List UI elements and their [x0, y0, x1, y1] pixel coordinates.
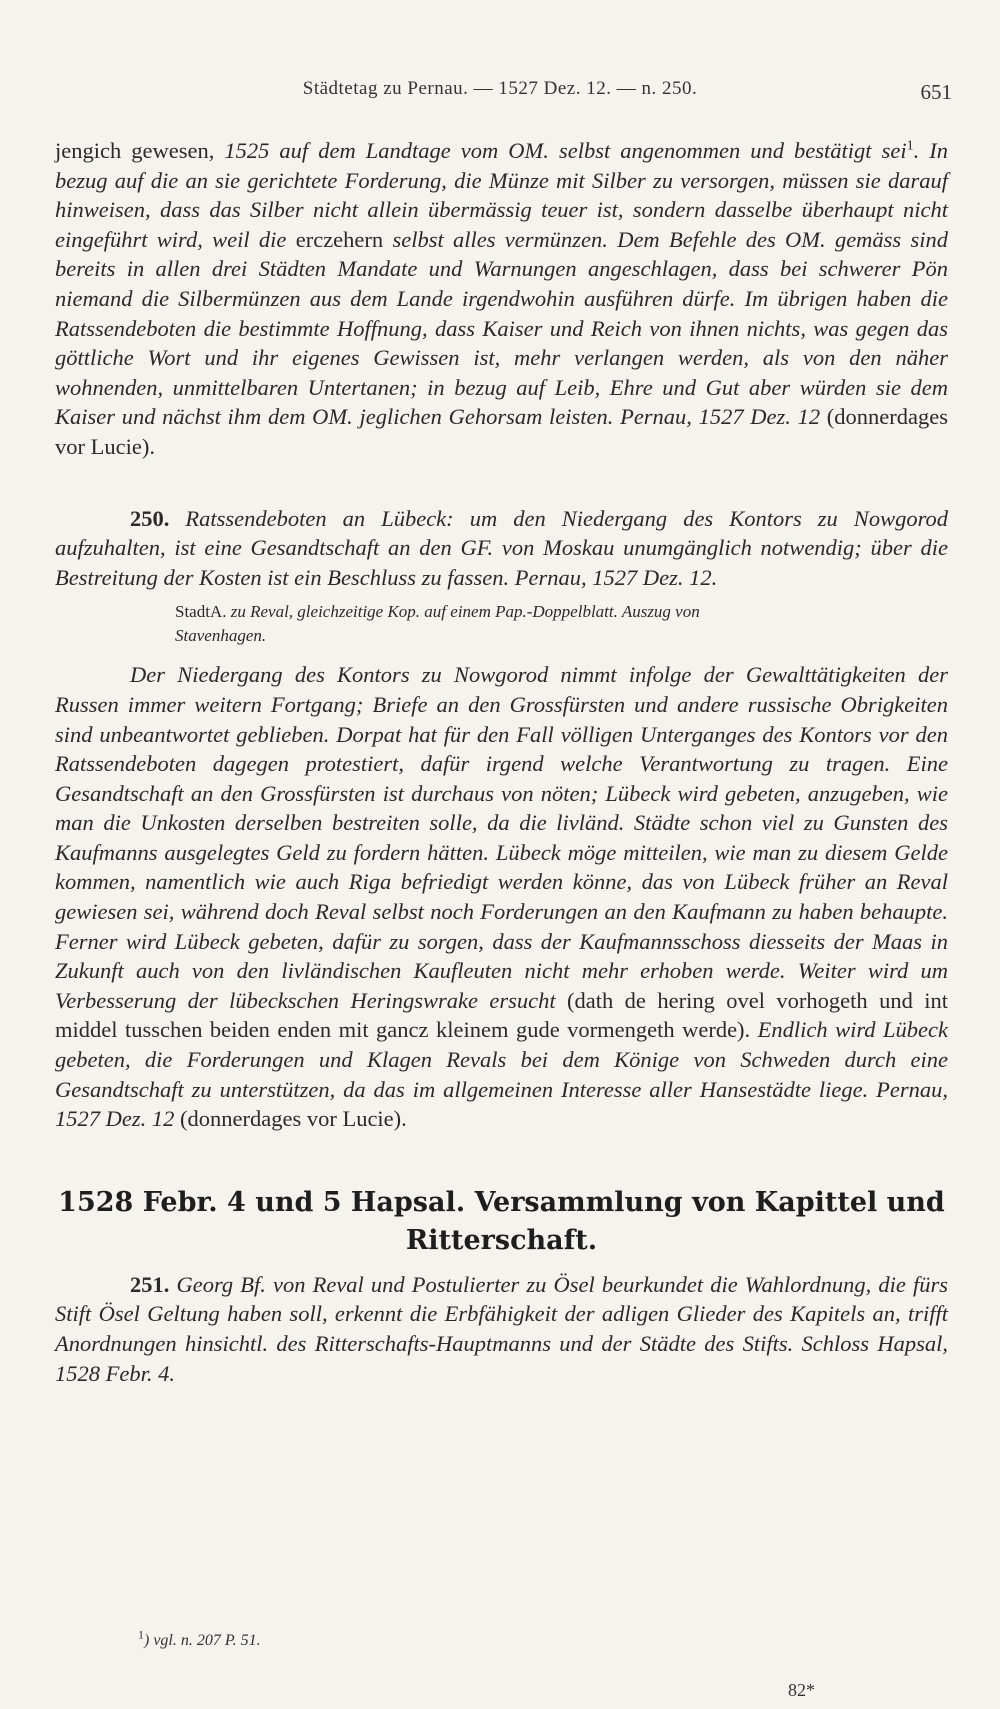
document-251-summary: [55, 1270, 948, 1388]
footnote: [138, 1627, 261, 1650]
document-250-summary: [55, 504, 948, 593]
footnote-text: ) vgl. n. 207 P. 51.: [144, 1632, 261, 1649]
body-quote: (dath de hering ovel vorhogeth und int middel tusschen beiden enden mit gancz kleinem gude vormengeth werde).: [55, 987, 948, 1043]
document-250-body: [55, 660, 948, 1134]
document-number-250: 250.: [130, 505, 170, 531]
page-content: [55, 136, 948, 1388]
running-head: Städtetag zu Pernau. — 1527 Dez. 12. — n. 250.: [302, 78, 698, 99]
footnote-marker: 1: [138, 1627, 144, 1642]
source-archive: StadtA.: [175, 602, 227, 622]
document-250-source: [55, 600, 948, 648]
document-number-251: 251.: [130, 1271, 170, 1297]
document-251-regest: Georg Bf. von Reval und Postulierter zu Ösel beurkundet die Wahlordnung, die fürs Stift Ösel Geltung haben soll, erkennt die Erbfähigkeit der adligen Glieder des Kapitels an, trifft Anordnungen hinsichtl. des Ritterschafts-Hauptmanns und der Städte des Stifts. Schloss Hapsal, 1528 Febr. 4.: [55, 1271, 948, 1386]
source-editor: Stavenhagen.: [175, 626, 267, 646]
source-description: zu Reval, gleichzeitige Kop. auf einem Pap.-Doppelblatt. Auszug von: [226, 602, 700, 622]
body-text-d: (donnerdages vor Lucie).: [174, 1106, 407, 1132]
para1-text-e: selbst alles vermünzen. Dem Befehle des OM. gemäss sind bereits in allen drei Städten Mandate und Warnungen angeschlagen, dass bei schwerer Pön niemand die Silbermünzen aus dem Lande irgendwohin ausführen dürfe. Im übrigen haben die Ratssendeboten die bestimmte Hoffnung, dass Kaiser und Reich von ihnen nichts, was gegen das göttliche Wort und ihr eigenes Gewissen ist, mehr verlangen werden, als von den näher wohnenden, unmittelbaren Untertanen; in bezug auf Leib, Ehre und Gut aber würden sie dem Kaiser und nächst ihm dem OM. jeglichen Gehorsam leisten. Pernau, 1527 Dez. 12: [55, 226, 948, 430]
para1-text-f: (donnerdages vor Lucie).: [55, 404, 948, 459]
para1-text-c: . In bezug auf die an sie gerichtete Forderung, die Münze mit Silber zu versorgen, müssen sie darauf hinweisen, dass das Silber nicht allein übermässig teuer ist, sondern dasselbe überhaupt nicht eingeführt wird, weil die: [55, 138, 948, 252]
body-text-a: Der Niedergang des Kontors zu Nowgorod nimmt infolge der Gewalttätigkeiten der Russen immer weitern Fortgang; Briefe an den Grossfürsten und andere russische Obrigkeiten sind unbeantwortet geblieben. Dorpat hat für den Fall völligen Unterganges des Kontors vor den Ratssendeboten dagegen protestiert, dafür irgend welche Verantwortung zu tragen. Eine Gesandtschaft an den Grossfürsten ist durchaus von nöten; Lübeck wird gebeten, anzugeben, wie man die Unkosten derselben bestreiten solle, da die livländ. Städte schon viel zu Gunsten des Kaufmanns ausgelegtes Geld zu fordern hätten. Lübeck möge mitteilen, wie man zu diesem Gelde kommen, namentlich wie auch Riga befriedigt werden könne, das von Lübeck früher an Reval gewiesen sei, während doch Reval selbst noch Forderungen an den Kaufmann zu haben behaupte. Ferner wird Lübeck gebeten, dafür zu sorgen, dass der Kaufmannsschoss diesseits der Maas in Zukunft auch von den livländischen Kaufleuten nicht mehr erhoben werde. Weiter wird um Verbesserung der lübeckschen Heringswrake ersucht: [55, 662, 948, 1013]
para1-text-d: erczehern: [295, 226, 384, 252]
continuation-paragraph: [55, 136, 948, 462]
para1-text-b: 1525 auf dem Landtage vom OM. selbst angenommen und bestätigt sei: [224, 138, 907, 163]
section-heading-line2: Ritterschaft.: [405, 1224, 598, 1256]
body-text-c: Endlich wird Lübeck gebeten, die Forderungen und Klagen Revals bei dem Könige von Schweden durch eine Gesandtschaft zu unterstützen, da das im allgemeinen Interesse aller Hansestädte liege. Pernau, 1527 Dez. 12: [55, 1017, 948, 1132]
section-heading-line1: 1528 Febr. 4 und 5 Hapsal. Versammlung von Kapittel und: [58, 1186, 945, 1218]
printer-signature: 82*: [788, 1680, 815, 1700]
footnote-ref: 1: [906, 138, 914, 154]
para1-text-a: jengich gewesen,: [55, 138, 225, 163]
page-number: 651: [920, 80, 952, 104]
document-250-regest: Ratssendeboten an Lübeck: um den Niedergang des Kontors zu Nowgorod aufzuhalten, ist eine Gesandtschaft an den GF. von Moskau unumgänglich notwendig; über die Bestreitung der Kosten ist ein Beschluss zu fassen. Pernau, 1527 Dez. 12.: [55, 505, 948, 590]
section-heading: [55, 1184, 948, 1260]
